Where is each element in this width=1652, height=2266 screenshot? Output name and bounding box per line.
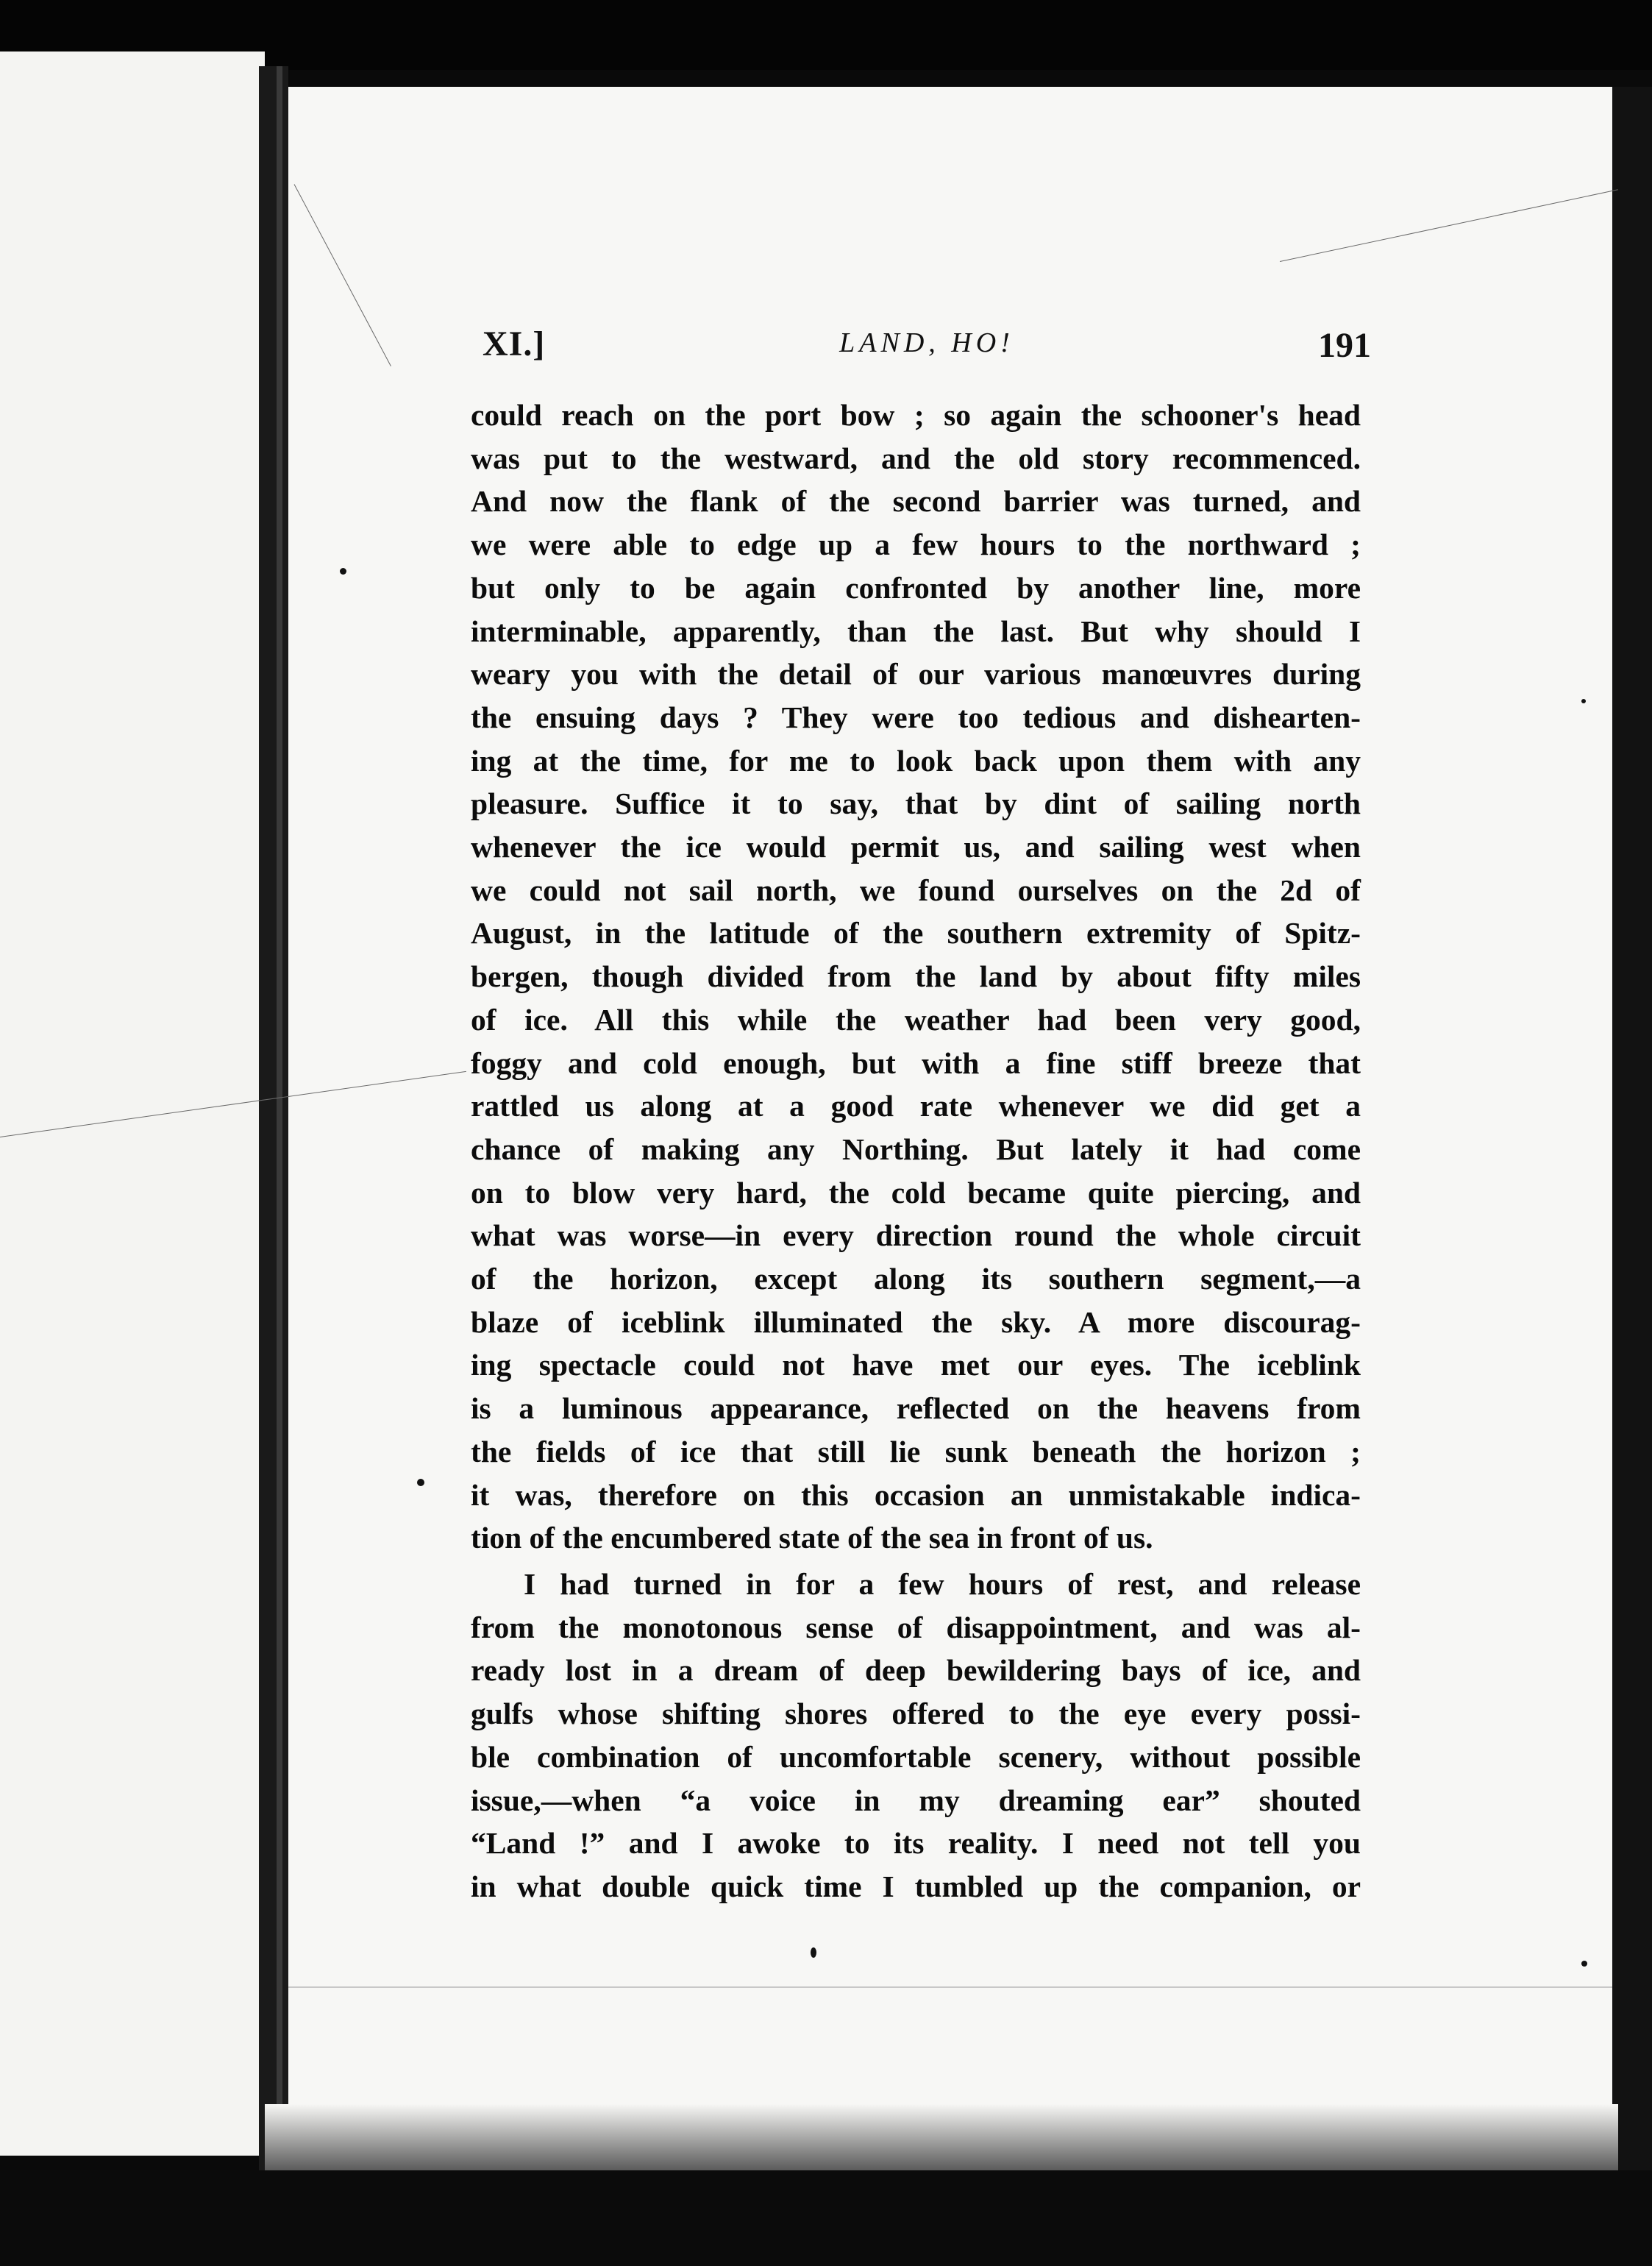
running-title: LAND, HO! [839, 327, 1014, 358]
body-text [471, 394, 1361, 1908]
text-line: from the monotonous sense of disappointment, and was al- [471, 1610, 1361, 1644]
text-line: of ice. All this while the weather had been very good, [471, 1002, 1361, 1037]
text-line: the ensuing days ? They were too tedious and dishearten- [471, 700, 1361, 734]
chapter-number: XI.] [483, 324, 546, 363]
scan-artifact-line [288, 1986, 1612, 1988]
scan-speck [1581, 699, 1586, 703]
text-line: “Land !” and I awoke to its reality. I need not tell you [471, 1826, 1361, 1861]
text-line: the fields of ice that still lie sunk beneath the horizon ; [471, 1434, 1361, 1468]
scan-right-border [1612, 87, 1652, 2266]
text-line: whenever the ice would permit us, and sailing west when [471, 830, 1361, 864]
text-line: blaze of iceblink illuminated the sky. A more discourag- [471, 1304, 1361, 1339]
scan-speck [1581, 1961, 1587, 1967]
text-line: is a luminous appearance, reflected on the heavens from [471, 1391, 1361, 1426]
text-line: gulfs whose shifting shores offered to the eye every possi- [471, 1697, 1361, 1731]
scan-speck [417, 1479, 424, 1486]
text-line: what was worse—in every direction round the whole circuit [471, 1218, 1361, 1253]
text-line: of the horizon, except along its southern segment,—a [471, 1262, 1361, 1296]
text-line: was put to the westward, and the old story recommenced. [471, 441, 1361, 475]
text-line: we could not sail north, we found ourselves on the 2d of [471, 873, 1361, 907]
text-line: ready lost in a dream of deep bewildering bays of ice, and [471, 1653, 1361, 1688]
gutter-shadow [277, 66, 282, 2170]
text-line: on to blow very hard, the cold became quite piercing, and [471, 1175, 1361, 1210]
text-line: August, in the latitude of the southern extremity of Spitz- [471, 916, 1361, 951]
text-line: And now the flank of the second barrier was turned, and [471, 484, 1361, 519]
text-line: issue,—when “a voice in my dreaming ear” shouted [471, 1783, 1361, 1817]
scan-speck [340, 568, 346, 575]
text-line: pleasure. Suffice it to say, that by dint of sailing north [471, 786, 1361, 821]
facing-page-edge [0, 52, 265, 2156]
running-header [471, 324, 1383, 375]
text-line: chance of making any Northing. But lately it had come [471, 1132, 1361, 1166]
text-line: rattled us along at a good rate whenever we did get a [471, 1089, 1361, 1123]
text-line: it was, therefore on this occasion an unmistakable indica- [471, 1477, 1361, 1512]
text-line: tion of the encumbered state of the sea in front of us. [471, 1521, 1153, 1555]
text-line: ble combination of uncomfortable scenery, without possible [471, 1739, 1361, 1774]
scan-speck [811, 1947, 816, 1958]
text-line: interminable, apparently, than the last. But why should I [471, 614, 1361, 648]
text-line: bergen, though divided from the land by about fifty miles [471, 959, 1361, 994]
scan-bottom-border [0, 2170, 1652, 2266]
text-line: ing at the time, for me to look back upon them with any [471, 743, 1361, 778]
text-line: I had turned in for a few hours of rest, and release [524, 1566, 1361, 1601]
text-line: foggy and cold enough, but with a fine stiff breeze that [471, 1045, 1361, 1080]
text-line: could reach on the port bow ; so again the schooner's head [471, 398, 1361, 432]
text-line: in what double quick time I tumbled up the companion, or [471, 1869, 1361, 1903]
text-line: but only to be again confronted by another line, more [471, 570, 1361, 605]
page-number: 191 [1318, 326, 1371, 365]
book-gutter [259, 66, 288, 2170]
text-line: we were able to edge up a few hours to the northward ; [471, 528, 1361, 562]
text-line: weary you with the detail of our various manœuvres during [471, 657, 1361, 692]
text-line: ing spectacle could not have met our eyes. The iceblink [471, 1348, 1361, 1382]
page-bottom-shadow [265, 2104, 1618, 2178]
